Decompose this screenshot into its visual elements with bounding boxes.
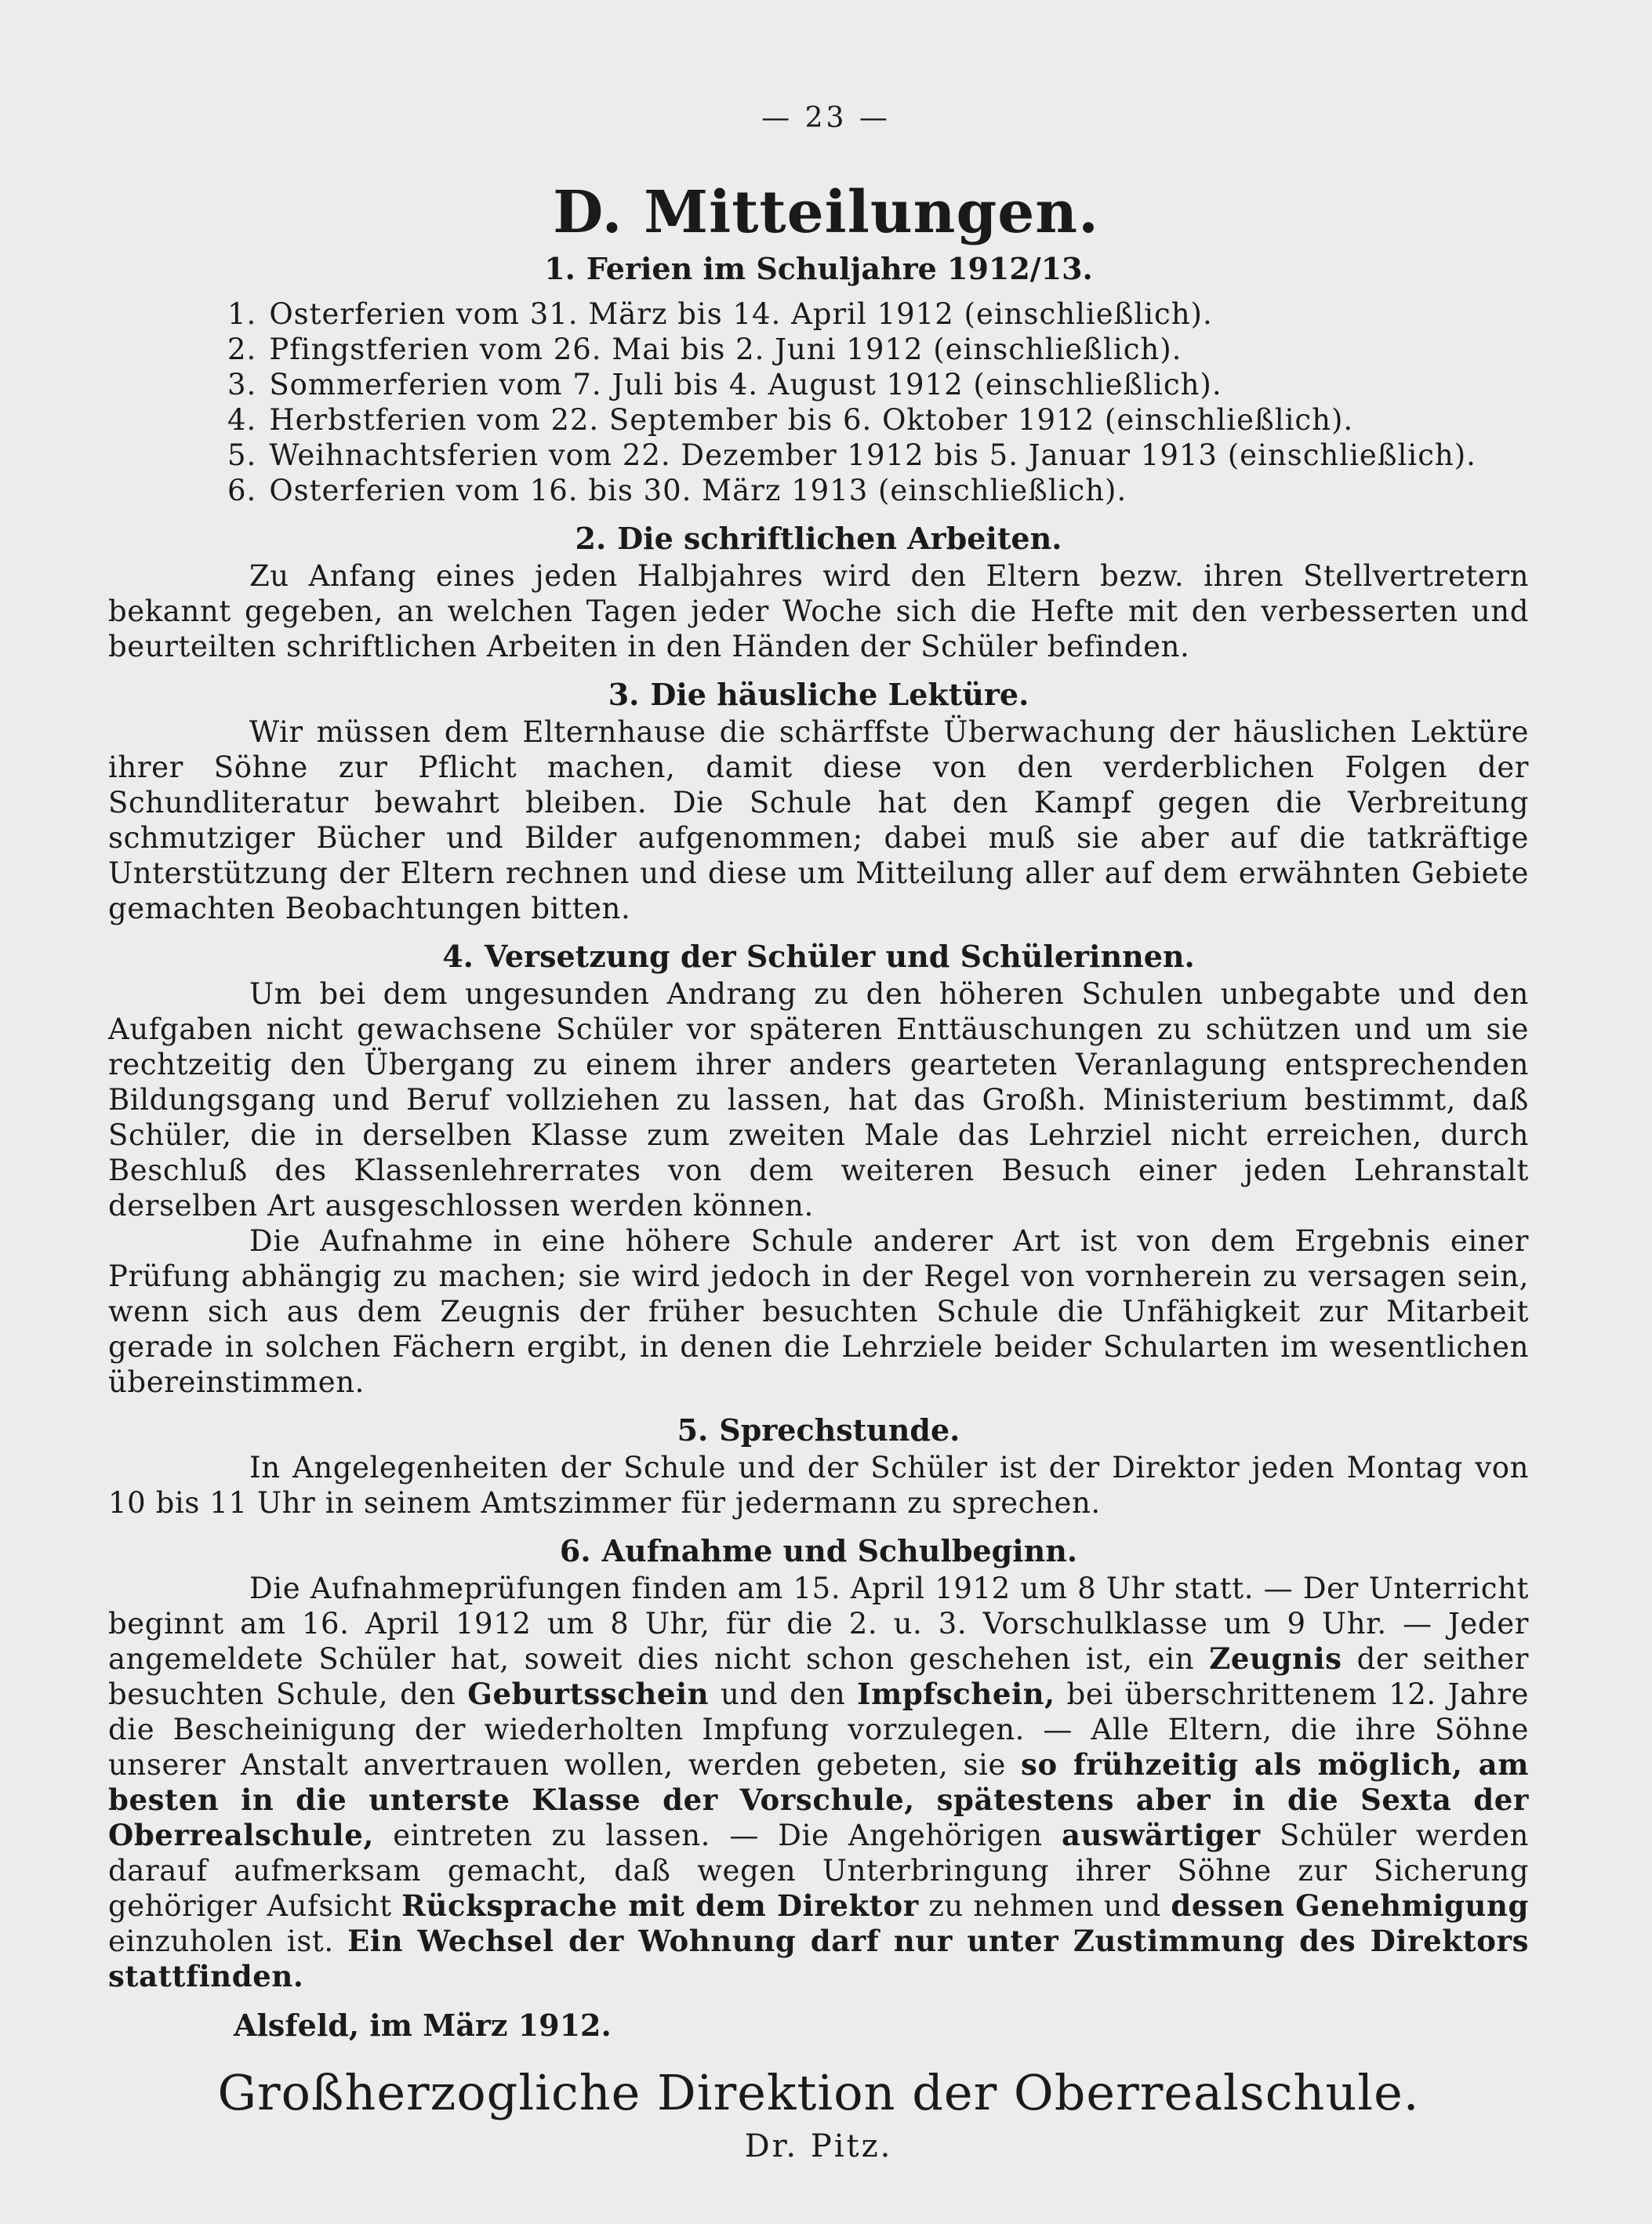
list-item-text: Herbstferien vom 22. September bis 6. Oktober 1912 (einschließlich). <box>269 403 1354 437</box>
section-heading-aufnahme <box>108 1532 1529 1571</box>
list-item <box>227 332 1529 367</box>
paragraph-lektuere: Wir müssen dem Elternhause die schärffste Überwachung der häuslichen Lektüre ihrer Söhne zur Pflicht machen, damit diese von den verderblichen Folgen der Schundliteratur bewahrt bleiben. Die Schule hat den Kampf gegen die Verbreitung schmutziger Bücher und Bilder aufgenommen; dabei muß sie aber auf die tatkräftige Unterstützung der Eltern rechnen und diese um Mitteilung aller auf dem erwähnten Gebiete gemachten Beobachtungen bitten. <box>108 715 1529 925</box>
list-item <box>227 296 1529 332</box>
list-item-text: Sommerferien vom 7. Juli bis 4. August 1912 (einschließlich). <box>269 368 1222 402</box>
text-run: zu nehmen und <box>918 1889 1171 1923</box>
section-number: 3. <box>608 677 640 712</box>
section-heading-versetzung <box>108 937 1529 976</box>
text-run: Schüler werden darauf aufmerksam gemacht, daß wegen Unterbringung ihrer Söhne zur Sicherung gehöriger Aufsicht <box>108 1819 1529 1923</box>
section-number: 2. <box>575 521 607 556</box>
list-item-text: Osterferien vom 31. März bis 14. April 1912 (einschließlich). <box>269 297 1213 331</box>
emphasis-ruecksprache: Rücksprache mit dem Direktor <box>401 1888 919 1923</box>
signature-institution: Großherzogliche Direktion der Oberrealschule. <box>217 2064 1420 2121</box>
section-heading-arbeiten <box>108 519 1529 558</box>
section-heading-sprechstunde <box>108 1411 1529 1450</box>
section-title: Die schriftlichen Arbeiten. <box>617 521 1062 556</box>
signer-name: Dr. Pitz. <box>744 2128 893 2164</box>
list-item <box>227 367 1529 402</box>
section-title: Sprechstunde. <box>719 1412 960 1448</box>
emphasis-genehmigung: dessen Genehmigung <box>1171 1888 1529 1923</box>
page-number: — 23 — <box>761 102 891 134</box>
paragraph-arbeiten: Zu Anfang eines jeden Halbjahres wird den Eltern bezw. ihren Stellvertretern bekannt gegeben, an welchen Tagen jeder Woche sich die Hefte mit den verbesserten und beurteilten schriftlichen Arbeiten in den Händen der Schüler befinden. <box>108 559 1529 663</box>
section-heading-lektuere <box>108 675 1529 714</box>
text-run: bei überschrittenem 12. Jahre die Bescheinigung der wiederholten Impfung vorzulegen. — Alle Eltern, die ihre Söhne unserer Anstalt anvertrauen wollen, werden gebeten, sie <box>108 1677 1529 1782</box>
section-title: Die häusliche Lektüre. <box>650 677 1029 712</box>
list-item-number: 2. <box>227 333 257 366</box>
section-number: 1. <box>544 251 575 286</box>
emphasis-zeugnis: Zeugnis <box>1209 1641 1342 1676</box>
list-item-number: 5. <box>227 438 257 472</box>
list-item <box>227 402 1529 438</box>
list-item-text: Pfingstferien vom 26. Mai bis 2. Juni 1912 (einschließlich). <box>269 333 1182 366</box>
section-title: Versetzung der Schüler und Schülerinnen. <box>484 939 1195 974</box>
section-number: 4. <box>442 939 474 974</box>
content-body <box>108 249 1529 2168</box>
emphasis-geburtsschein: Geburtsschein <box>467 1677 710 1711</box>
section-number: 6. <box>559 1533 591 1568</box>
paragraph-aufnahme <box>108 1571 1529 1994</box>
text-run: und den <box>709 1677 858 1711</box>
section-heading-ferien <box>108 249 1529 289</box>
date-line: Alsfeld, im März 1912. <box>234 2008 612 2043</box>
emphasis-auswaertiger: auswärtiger <box>1061 1818 1261 1852</box>
list-item <box>227 473 1529 508</box>
text-run: Die Aufnahmeprüfungen finden am 15. April 1912 um 8 Uhr statt. — Der Unterricht beginnt am 16. April 1912 um 8 Uhr, für die 2. u. 3. Vorschulklasse um 9 Uhr. — Jeder angemeldete Schüler hat, soweit dies nicht schon geschehen ist, ein <box>108 1572 1529 1676</box>
list-item-text: Weihnachtsferien vom 22. Dezember 1912 bis 5. Januar 1913 (einschließlich). <box>269 438 1476 472</box>
section-title: Ferien im Schuljahre 1912/13. <box>586 251 1093 286</box>
text-run: eintreten zu lassen. — Die Angehörigen <box>373 1819 1062 1852</box>
emphasis-impfschein: Impfschein, <box>857 1677 1055 1711</box>
paragraph-versetzung-2: Die Aufnahme in eine höhere Schule anderer Art ist von dem Ergebnis einer Prüfung abhängig zu machen; sie wird jedoch in der Regel von vornherein zu versagen sein, wenn sich aus dem Zeugnis der früher besuchten Schule die Unfähigkeit zur Mitarbeit gerade in solchen Fächern ergibt, in denen die Lehrziele beider Schularten im wesentlichen übereinstimmen. <box>108 1224 1529 1399</box>
page-title: D. Mitteilungen. <box>553 179 1099 246</box>
text-run: einzuholen ist. <box>108 1924 348 1958</box>
list-item-number: 4. <box>227 403 257 437</box>
holiday-list <box>227 296 1529 508</box>
emphasis-fruehzeitig: so frühzeitig als möglich, am besten in die unterste Klasse der Vorschule, spätestens aber in die Sexta der Oberrealschule, <box>108 1747 1529 1852</box>
section-title: Aufnahme und Schulbeginn. <box>601 1533 1078 1568</box>
emphasis-wohnungswechsel: Ein Wechsel der Wohnung darf nur unter Zustimmung des Direktors stattfinden. <box>108 1924 1530 1993</box>
text-run: der seither besuchten Schule, den <box>108 1642 1529 1711</box>
paragraph-versetzung-1: Um bei dem ungesunden Andrang zu den höheren Schulen unbegabte und den Aufgaben nicht gewachsene Schüler vor späteren Enttäuschungen zu schützen und um sie rechtzeitig den Übergang zu einem ihrer anders gearteten Veranlagung entsprechenden Bildungsgang und Beruf vollziehen zu lassen, hat das Großh. Ministerium bestimmt, daß Schüler, die in derselben Klasse zum zweiten Male das Lehrziel nicht erreichen, durch Beschluß des Klassenlehrerrates von dem weiteren Besuch einer jeden Lehranstalt derselben Art ausgeschlossen werden können. <box>108 977 1529 1223</box>
list-item-number: 3. <box>227 368 257 402</box>
paragraph-sprechstunde: In Angelegenheiten der Schule und der Schüler ist der Direktor jeden Montag von 10 bis 11 Uhr in seinem Amtszimmer für jedermann zu sprechen. <box>108 1451 1529 1520</box>
list-item-number: 1. <box>227 297 257 331</box>
list-item-text: Osterferien vom 16. bis 30. März 1913 (einschließlich). <box>269 474 1127 507</box>
list-item <box>227 438 1529 473</box>
list-item-number: 6. <box>227 474 257 507</box>
section-number: 5. <box>677 1412 709 1448</box>
